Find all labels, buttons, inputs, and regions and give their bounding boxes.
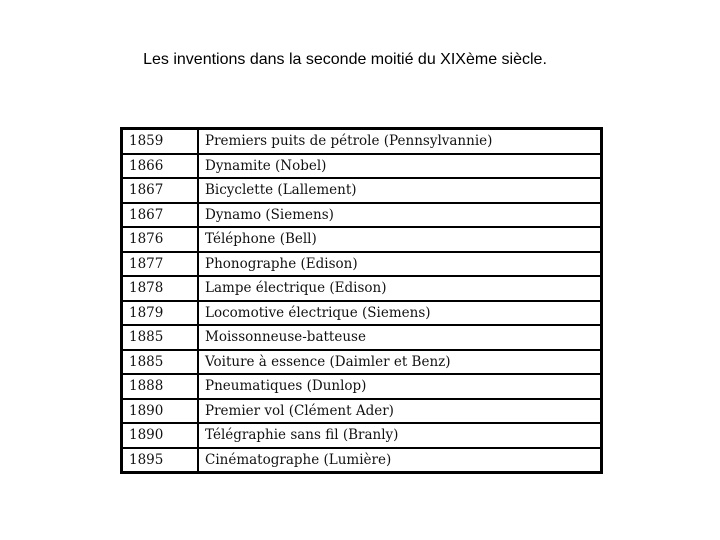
table-row [122,374,602,399]
table-row [122,227,602,252]
invention-cell: Locomotive électrique (Siemens) [198,301,602,326]
invention-cell: Lampe électrique (Edison) [198,276,602,301]
table-row [122,154,602,179]
table-row [122,252,602,277]
table-row [122,399,602,424]
year-cell: 1878 [122,276,199,301]
year-cell: 1867 [122,178,199,203]
year-cell: 1879 [122,301,199,326]
table-row [122,203,602,228]
invention-cell: Dynamite (Nobel) [198,154,602,179]
year-cell: 1866 [122,154,199,179]
year-cell: 1895 [122,448,199,473]
invention-cell: Téléphone (Bell) [198,227,602,252]
year-cell: 1885 [122,325,199,350]
table-row [122,350,602,375]
invention-cell: Phonographe (Edison) [198,252,602,277]
year-cell: 1885 [122,350,199,375]
invention-cell: Dynamo (Siemens) [198,203,602,228]
table-row [122,129,602,154]
table-row [122,423,602,448]
table-row [122,301,602,326]
invention-cell: Premier vol (Clément Ader) [198,399,602,424]
invention-cell: Télégraphie sans fil (Branly) [198,423,602,448]
table-row [122,276,602,301]
invention-cell: Moissonneuse-batteuse [198,325,602,350]
year-cell: 1890 [122,399,199,424]
year-cell: 1890 [122,423,199,448]
year-cell: 1859 [122,129,199,154]
invention-cell: Bicyclette (Lallement) [198,178,602,203]
page-title: Les inventions dans la seconde moitié du XIXème siècle. [143,51,547,68]
year-cell: 1877 [122,252,199,277]
table-row [122,325,602,350]
invention-cell: Cinématographe (Lumière) [198,448,602,473]
table-row [122,448,602,473]
year-cell: 1888 [122,374,199,399]
invention-cell: Voiture à essence (Daimler et Benz) [198,350,602,375]
year-cell: 1867 [122,203,199,228]
invention-cell: Pneumatiques (Dunlop) [198,374,602,399]
year-cell: 1876 [122,227,199,252]
invention-cell: Premiers puits de pétrole (Pennsylvannie) [198,129,602,154]
table-row [122,178,602,203]
inventions-table [120,127,603,474]
